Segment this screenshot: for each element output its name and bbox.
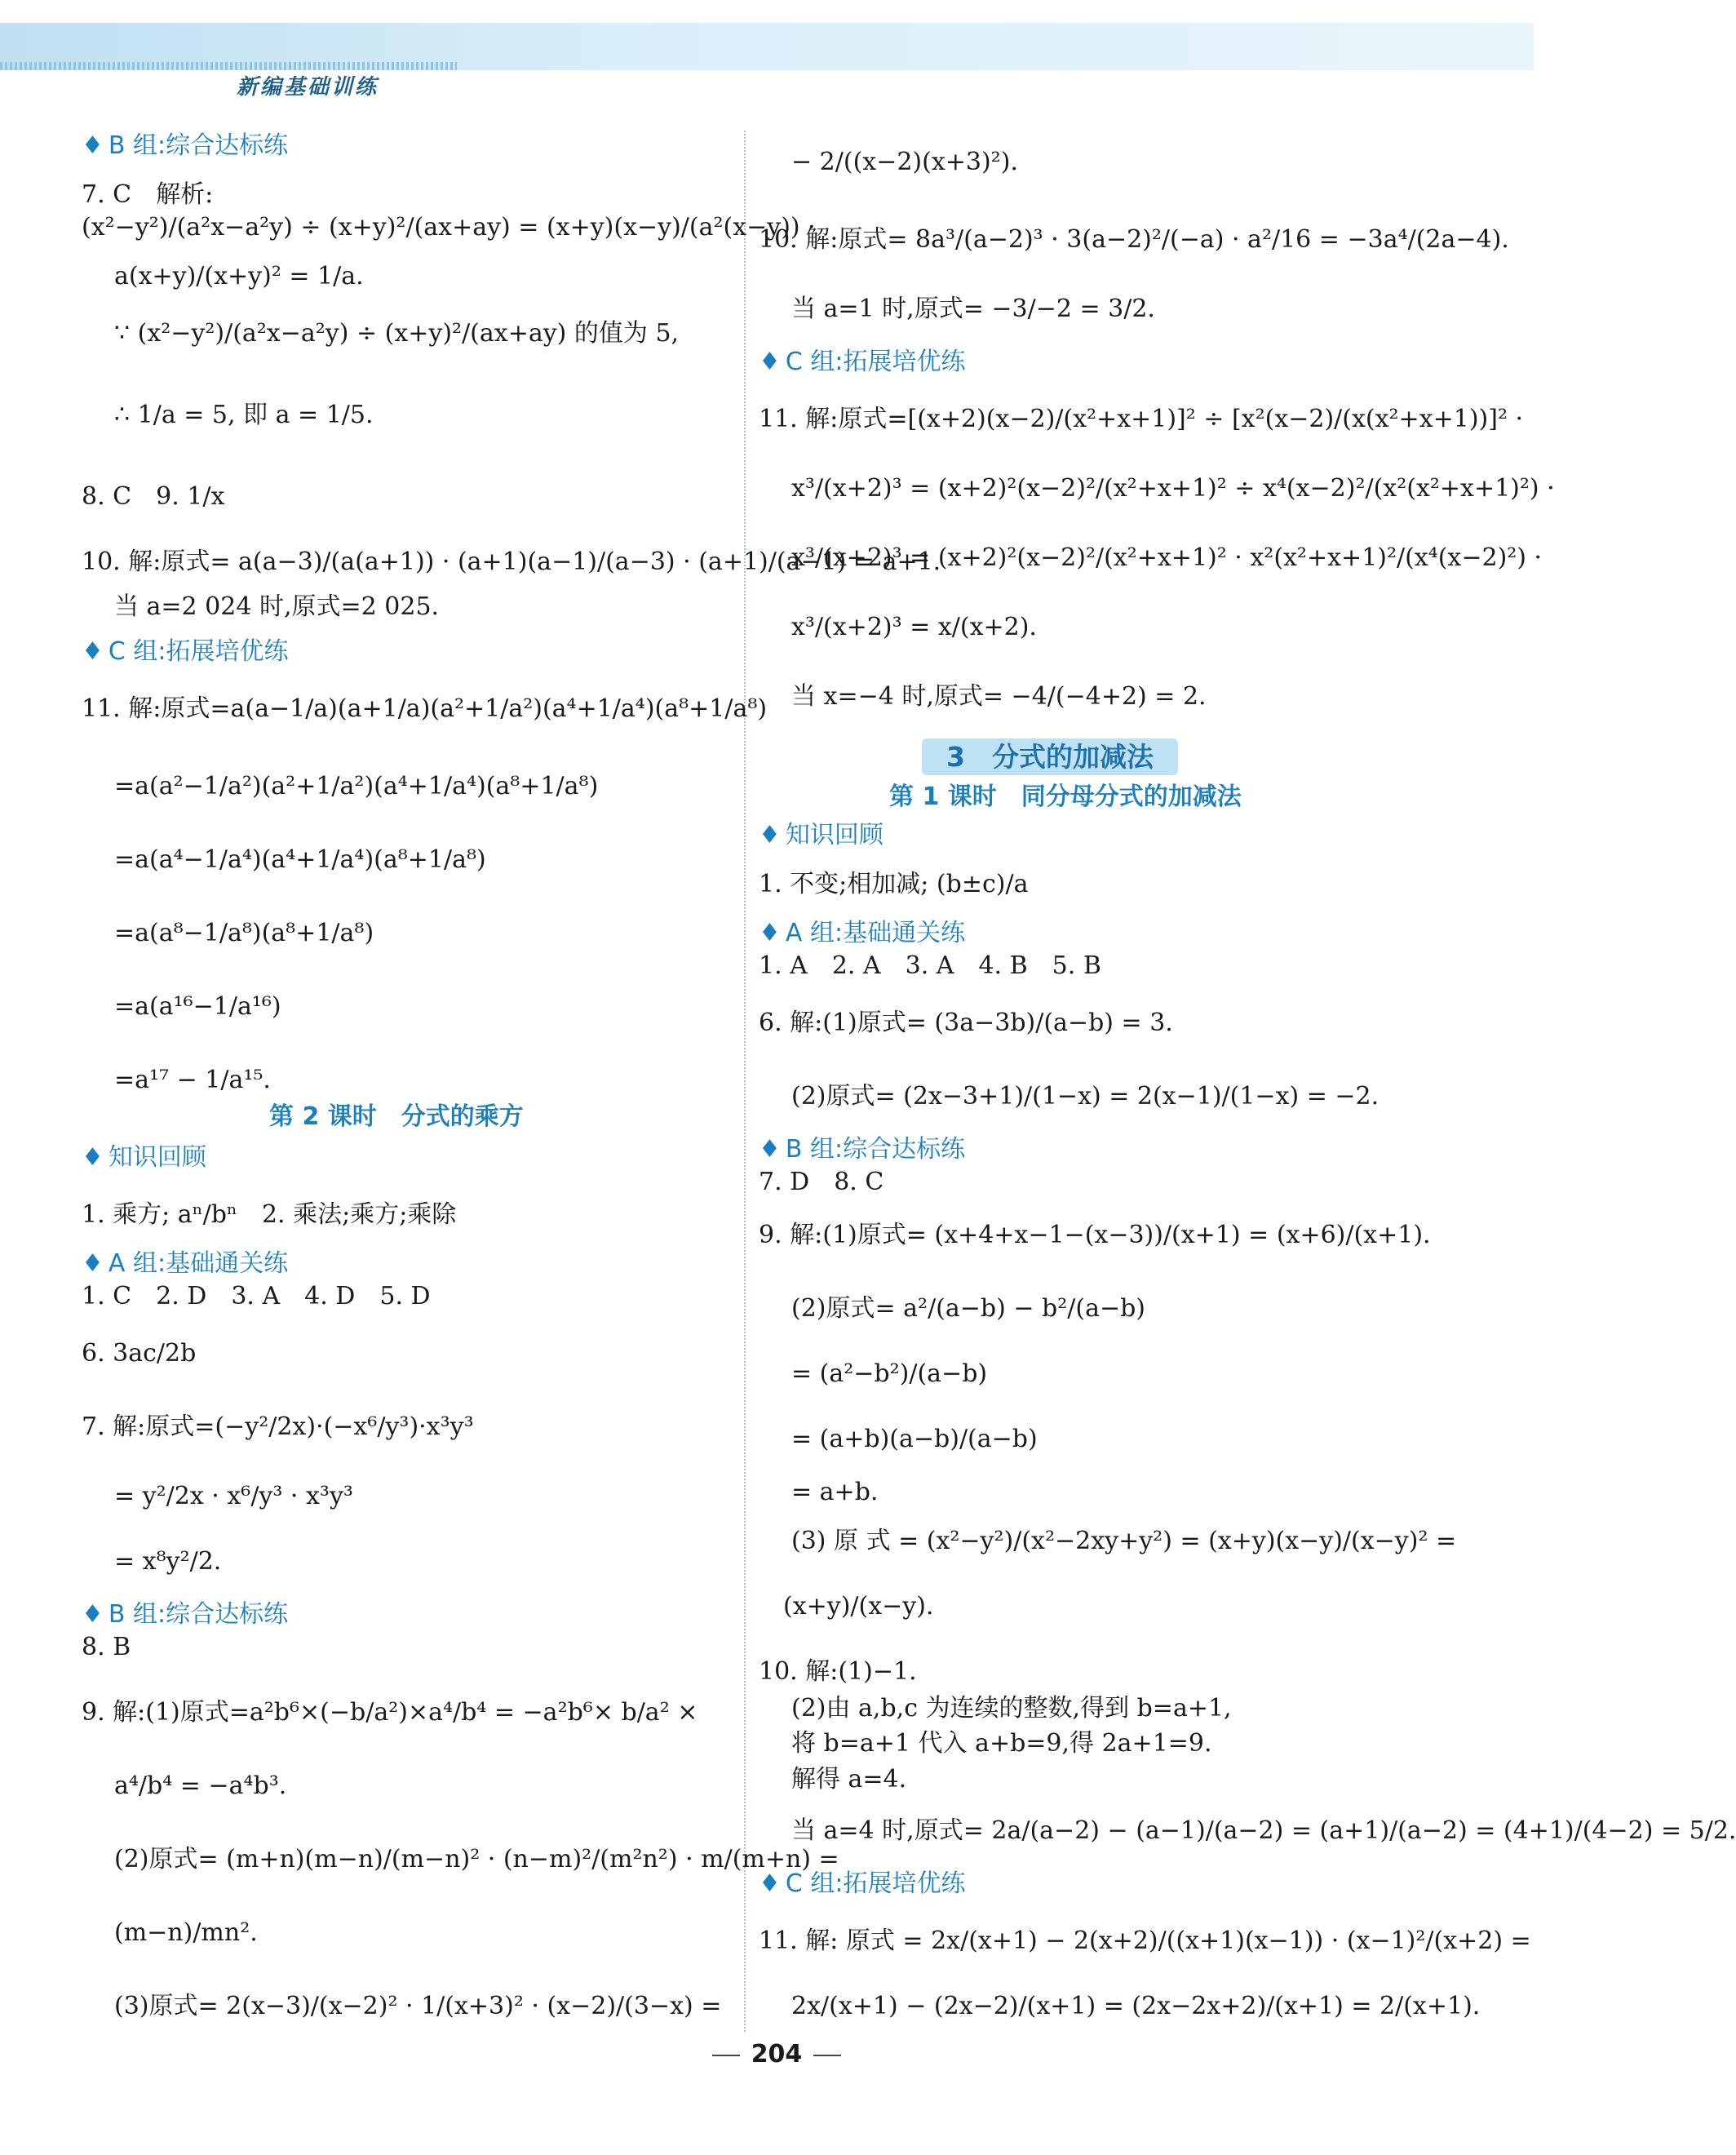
answer-line: 7. D 8. C: [759, 1168, 884, 1196]
diamond-icon: ♦: [759, 1869, 781, 1898]
section-heading: [759, 820, 884, 851]
answer-line: x³/(x+2)³ = (x+2)²(x−2)²/(x²+x+1)² ÷ x⁴(x−2)²/(x²(x²+x+1)²) ·: [791, 474, 1555, 503]
answer-line: 7. C 解析:: [82, 180, 214, 209]
diamond-icon: ♦: [759, 919, 781, 947]
answer-line: (3)原式= 2(x−3)/(x−2)² · 1/(x+3)² · (x−2)/(3−x) =: [114, 1992, 722, 2020]
header-title: 新编基础训练: [237, 75, 379, 100]
section-title-box: 3 分式的加减法: [922, 738, 1178, 775]
diamond-icon: ♦: [82, 637, 104, 666]
answer-line: (3) 原 式 = (x²−y²)/(x²−2xy+y²) = (x+y)(x−y)/(x−y)² =: [791, 1527, 1457, 1555]
answer-line: ∵ (x²−y²)/(a²x−a²y) ÷ (x+y)²/(ax+ay) 的值为 5,: [114, 319, 680, 348]
answer-line: =a(a⁸−1/a⁸)(a⁸+1/a⁸): [114, 919, 374, 947]
lesson-title: 第 2 课时 分式的乘方: [269, 1102, 524, 1131]
page-number: 204: [0, 2040, 1553, 2069]
answer-line: 将 b=a+1 代入 a+b=9,得 2a+1=9.: [791, 1729, 1212, 1758]
answer-line: ∴ 1/a = 5, 即 a = 1/5.: [114, 401, 374, 429]
answer-line: x³/(x+2)³ = x/(x+2).: [791, 613, 1037, 641]
section-label: B 组:综合达标练: [785, 1135, 966, 1164]
answer-line: 解得 a=4.: [791, 1765, 907, 1794]
answer-line: 8. B: [82, 1633, 131, 1661]
answer-line: 10. 解:(1)−1.: [759, 1657, 917, 1686]
answer-line: = a+b.: [791, 1478, 879, 1506]
lesson-title: 第 1 课时 同分母分式的加减法: [889, 783, 1242, 811]
answer-line: 当 a=2 024 时,原式=2 025.: [114, 592, 440, 621]
section-heading: [82, 1142, 206, 1173]
section-label: C 组:拓展培优练: [785, 1869, 966, 1898]
section-heading: [759, 347, 966, 378]
section-heading: [82, 131, 288, 162]
section-heading: [759, 1134, 965, 1165]
answer-line: 当 x=−4 时,原式= −4/(−4+2) = 2.: [791, 682, 1207, 711]
section-heading: [759, 918, 965, 949]
section-label: 知识回顾: [785, 821, 884, 849]
section-label: A 组:基础通关练: [785, 919, 966, 947]
answer-line: (x+y)/(x−y).: [783, 1592, 934, 1621]
section-heading: [82, 1599, 288, 1630]
answer-line: 8. C 9. 1/x: [82, 482, 225, 511]
answer-line: 6. 解:(1)原式= (3a−3b)/(a−b) = 3.: [759, 1009, 1173, 1037]
answer-line: 1. 不变;相加减; (b±c)/a: [759, 870, 1029, 898]
answer-line: 10. 解:原式= 8a³/(a−2)³ · 3(a−2)²/(−a) · a²/16 = −3a⁴/(2a−4).: [759, 225, 1509, 254]
answer-line: a⁴/b⁴ = −a⁴b³.: [114, 1771, 287, 1800]
answer-line: (2)原式= (m+n)(m−n)/(m−n)² · (n−m)²/(m²n²) · m/(m+n) =: [114, 1845, 839, 1873]
diamond-icon: ♦: [759, 821, 781, 849]
answer-line: (2)原式= (2x−3+1)/(1−x) = 2(x−1)/(1−x) = −2.: [791, 1082, 1380, 1111]
section-label: B 组:综合达标练: [108, 1600, 289, 1629]
diamond-icon: ♦: [82, 1600, 104, 1629]
answer-line: (m−n)/mn².: [114, 1918, 258, 1947]
answer-line: 7. 解:原式=(−y²/2x)·(−x⁶/y³)·x³y³: [82, 1412, 474, 1441]
answer-line: (2)由 a,b,c 为连续的整数,得到 b=a+1,: [791, 1694, 1232, 1723]
answer-line: 9. 解:(1)原式=a²b⁶×(−b/a²)×a⁴/b⁴ = −a²b⁶× b/a² ×: [82, 1698, 698, 1727]
answer-line: = x⁸y²/2.: [114, 1547, 222, 1576]
answer-line: 9. 解:(1)原式= (x+4+x−1−(x−3))/(x+1) = (x+6)/(x+1).: [759, 1221, 1431, 1249]
section-label: B 组:综合达标练: [108, 131, 289, 160]
section-label: C 组:拓展培优练: [108, 637, 289, 666]
answer-line: 1. 乘方; aⁿ/bⁿ 2. 乘法;乘方;乘除: [82, 1200, 457, 1229]
answer-line: (x²−y²)/(a²x−a²y) ÷ (x+y)²/(ax+ay) = (x+y)(x−y)/(a²(x−y)) ·: [82, 213, 816, 242]
section-heading: [82, 1248, 288, 1279]
section-heading: [82, 636, 289, 667]
section-label: A 组:基础通关练: [108, 1249, 289, 1278]
diamond-icon: ♦: [759, 348, 781, 376]
answer-line: =a¹⁷ − 1/a¹⁵.: [114, 1066, 271, 1094]
header-band: [0, 23, 1534, 70]
answer-line: 2x/(x+1) − (2x−2)/(x+1) = (2x−2x+2)/(x+1) = 2/(x+1).: [791, 1992, 1481, 2020]
answer-line: 当 a=4 时,原式= 2a/(a−2) − (a−1)/(a−2) = (a+1)/(a−2) = (4+1)/(4−2) = 5/2.: [791, 1816, 1736, 1845]
answer-line: = (a²−b²)/(a−b): [791, 1359, 988, 1388]
answer-line: 11. 解: 原式 = 2x/(x+1) − 2(x+2)/((x+1)(x−1)) · (x−1)²/(x+2) =: [759, 1927, 1531, 1955]
answer-line: =a(a⁴−1/a⁴)(a⁴+1/a⁴)(a⁸+1/a⁸): [114, 845, 486, 874]
answer-line: 当 a=1 时,原式= −3/−2 = 3/2.: [791, 295, 1155, 323]
answer-line: = (a+b)(a−b)/(a−b): [791, 1425, 1038, 1453]
answer-line: 11. 解:原式=a(a−1/a)(a+1/a)(a²+1/a²)(a⁴+1/a⁴)(a⁸+1/a⁸): [82, 694, 768, 723]
section-heading: [759, 1869, 966, 1900]
answer-line: 6. 3ac/2b: [82, 1339, 197, 1368]
diamond-icon: ♦: [759, 1135, 781, 1164]
answer-line: =a(a²−1/a²)(a²+1/a²)(a⁴+1/a⁴)(a⁸+1/a⁸): [114, 772, 599, 800]
section-label: C 组:拓展培优练: [785, 348, 966, 376]
answer-line: 1. C 2. D 3. A 4. D 5. D: [82, 1282, 431, 1310]
column-divider: [744, 131, 746, 2032]
answer-line: = y²/2x · x⁶/y³ · x³y³: [114, 1482, 353, 1510]
section-label: 知识回顾: [108, 1143, 206, 1172]
answer-line: =a(a¹⁶−1/a¹⁶): [114, 992, 281, 1021]
answer-line: a(x+y)/(x+y)² = 1/a.: [114, 262, 364, 290]
answer-line: 10. 解:原式= a(a−3)/(a(a+1)) · (a+1)(a−1)/(a−3) · (a+1)/(a−1) = a+1.: [82, 548, 941, 576]
diamond-icon: ♦: [82, 131, 104, 160]
diamond-icon: ♦: [82, 1143, 104, 1172]
diamond-icon: ♦: [82, 1249, 104, 1278]
answer-line: 1. A 2. A 3. A 4. B 5. B: [759, 951, 1101, 980]
answer-line: − 2/((x−2)(x+3)²).: [791, 148, 1018, 176]
answer-line: 11. 解:原式=[(x+2)(x−2)/(x²+x+1)]² ÷ [x²(x−2)/(x(x²+x+1))]² ·: [759, 405, 1524, 433]
answer-line: x³/(x+2)³ = (x+2)²(x−2)²/(x²+x+1)² · x²(x²+x+1)²/(x⁴(x−2)²) ·: [791, 543, 1543, 572]
answer-line: (2)原式= a²/(a−b) − b²/(a−b): [791, 1294, 1146, 1323]
